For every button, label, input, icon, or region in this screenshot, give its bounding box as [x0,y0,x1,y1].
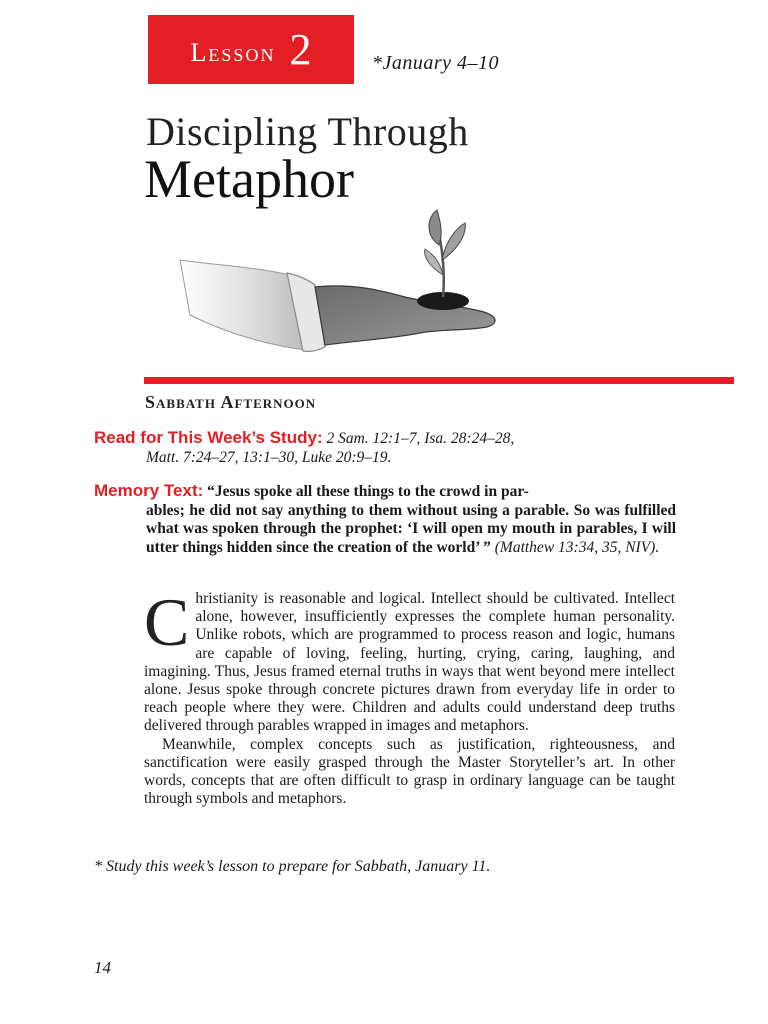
study-refs-line1: 2 Sam. 12:1–7, Isa. 28:24–28, [326,430,515,447]
section-divider [144,377,734,384]
page-title-line2: Metaphor [144,149,354,209]
drop-cap: C [144,584,190,660]
body-paragraph-1: hristianity is reasonable and logical. Intellect should be cultivated. Intellect alone, however, insufficiently expresses the complete human personality. Unlike robots, which are programmed to process reason and logic, humans are capable of loving, feeling, hurting, crying, caring, laughing, and imagining. Thus, Jesus framed eternal truths in ways that went beyond mere intellect alone. Jesus spoke through concrete pictures drawn from everyday life in order to reach people where they were. Children and adults could understand deep truths delivered through parables wrapped in images and metaphors. [144,590,675,735]
body-paragraph-2: Meanwhile, complex concepts such as justification, righteousness, and sanctification were easily grasped through the Master Storyteller’s art. In other words, concepts that are often difficult to grasp in ordinary language can be taught through symbols and metaphors. [144,735,675,808]
memory-verse-rest: ables; he did not say anything to them without using a parable. So was fulfilled what was spoken through the prophet: ‘I will open my mouth in parables, I will utter things hidden since the creation of the world’ ” [146,501,676,556]
memory-verse-first-line: “Jesus spoke all these things to the crowd in par- [207,483,529,500]
study-references [94,428,676,467]
hand-holding-seedling-illustration [175,205,515,365]
page-title-line1: Discipling Through [146,109,469,154]
study-refs-line2: Matt. 7:24–27, 13:1–30, Luke 20:9–19. [146,449,392,466]
section-heading: Sabbath Afternoon [145,392,317,412]
lesson-badge [148,15,354,84]
memory-citation: (Matthew 13:34, 35, NIV). [494,538,660,556]
memory-label: Memory Text: [94,481,204,500]
lesson-body [144,584,675,808]
lesson-date: *January 4–10 [372,52,500,74]
page-number: 14 [94,958,111,977]
memory-text [94,482,676,557]
lesson-number: 2 [289,24,312,74]
footnote: * Study this week’s lesson to prepare for Sabbath, January 11. [94,858,491,875]
study-label: Read for This Week’s Study: [94,428,323,447]
lesson-label: Lesson [190,37,276,67]
